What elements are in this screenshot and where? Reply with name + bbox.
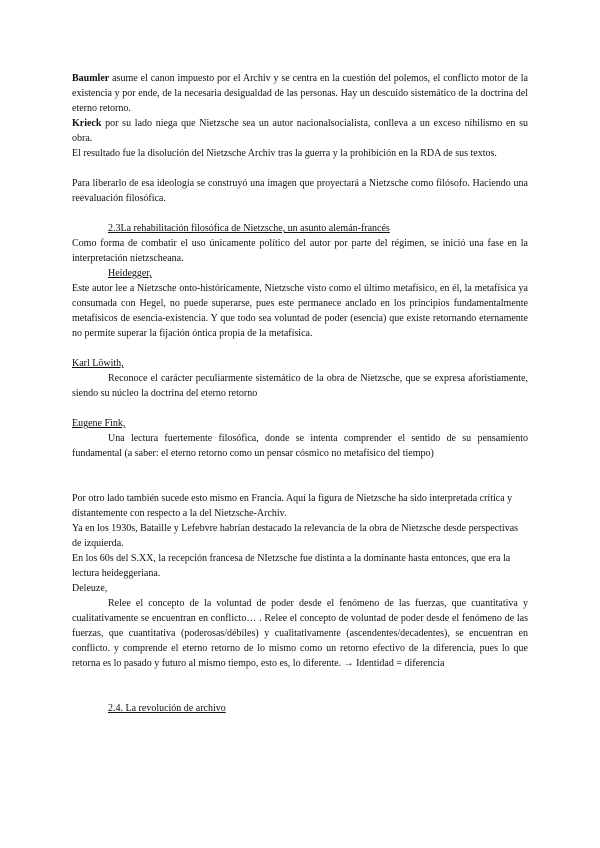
label-heidegger: Heidegger, [108, 268, 152, 279]
paragraph-baumler [72, 71, 528, 116]
paragraph-intro-2-3: Como forma de combatir el uso únicamente político del autor por parte del régimen, se inició una fase en la interpretación nietzscheana. [72, 238, 528, 264]
paragraph-fink: Una lectura fuertemente filosófica, donde se intenta comprender el sentido de su pensamiento fundamental (a saber: el eterno retorno como un pensar cósmico no metafísico del tiempo) [72, 433, 528, 459]
paragraph-francia-2: Ya en los 1930s, Bataille y Lefebvre habrían destacado la relevancia de la obra de Nietzsche desde perspectivas de izquierda. [72, 523, 519, 549]
paragraph-liberarlo: Para liberarlo de esa ideología se construyó una imagen que proyectará a Nietzsche como filósofo. Haciendo una reevaluación filosófica. [72, 178, 528, 204]
paragraph-krieck [72, 116, 528, 146]
paragraph-francia-3: En los 60s del S.XX, la recepción francesa de NIetzsche fue distinta a la dominante hasta entonces, que era la lectura heideggeriana. [72, 553, 511, 579]
paragraph-heidegger: Este autor lee a Nietzsche onto-históricamente, Nietzsche visto como el último metafísico, en él, la metafísica ya consumada con Hegel, no puede superarse, pues este permanece anclado en los principios fundamentalmente metafísicos de esencia-existencia. Y que todo sea voluntad de poder (esencia) que existe retornando eternamente no permite superar la fijación óntica propia de la metafísica. [72, 283, 528, 339]
text-krieck: por su lado niega que Nietzsche sea un autor nacionalsocialista, conlleva a un exceso nihilismo en su obra. [72, 118, 528, 144]
text-baumler: asume el canon impuesto por el Archiv y se centra en la cuestión del polemos, el conflicto motor de la existencia y por ende, de la necesaria desigualdad de las personas. Hay un descuido sistemático de la doctrina del eterno retorno. [72, 73, 528, 114]
section-heading-2-4: 2.4. La revolución de archivo [108, 703, 226, 714]
label-deleuze: Deleuze, [72, 583, 108, 594]
paragraph-lowith: Reconoce el carácter peculiarmente sistemático de la obra de Nietzsche, que se expresa aforistiamente, siendo su núcleo la doctrina del eterno retorno [72, 373, 528, 399]
paragraph-francia-1: Por otro lado también sucede esto mismo en Francia. Aquí la figura de Nietzsche ha sido interpretada crítica y distantemente con respecto a la del Nietzsche-Archiv. [72, 493, 513, 519]
paragraph-deleuze: Relee el concepto de la voluntad de poder desde el fenómeno de las fuerzas, que cuantitativa y cualitativamente se encuentran en conflicto… . Relee el concepto de voluntad de poder desde el fenómeno de las fuerzas, que cuantitativa (poderosas/débiles) y cualitativamente (ascendentes/decadentes), se encuentran en conflicto. y comprende el eterno retorno de lo mismo como un retorno efectivo de la diferencia, pues lo que retorna es lo pasado y futuro al mismo tiempo, esto es, lo diferente. → Identidad = diferencia [72, 598, 528, 669]
section-heading-2-3: 2.3La rehabilitación filosófica de Nietzsche, un asunto alemán-francés [108, 223, 390, 234]
paragraph-resultado: El resultado fue la disolución del Nietzsche Archiv tras la guerra y la prohibición en la RDA de sus textos. [72, 148, 497, 159]
name-baumler: Baumler [72, 73, 110, 84]
label-fink: Eugene Fink, [72, 418, 126, 429]
name-krieck: Krieck [72, 118, 102, 129]
label-lowith: Karl Löwith, [72, 358, 124, 369]
document-body [72, 71, 528, 716]
